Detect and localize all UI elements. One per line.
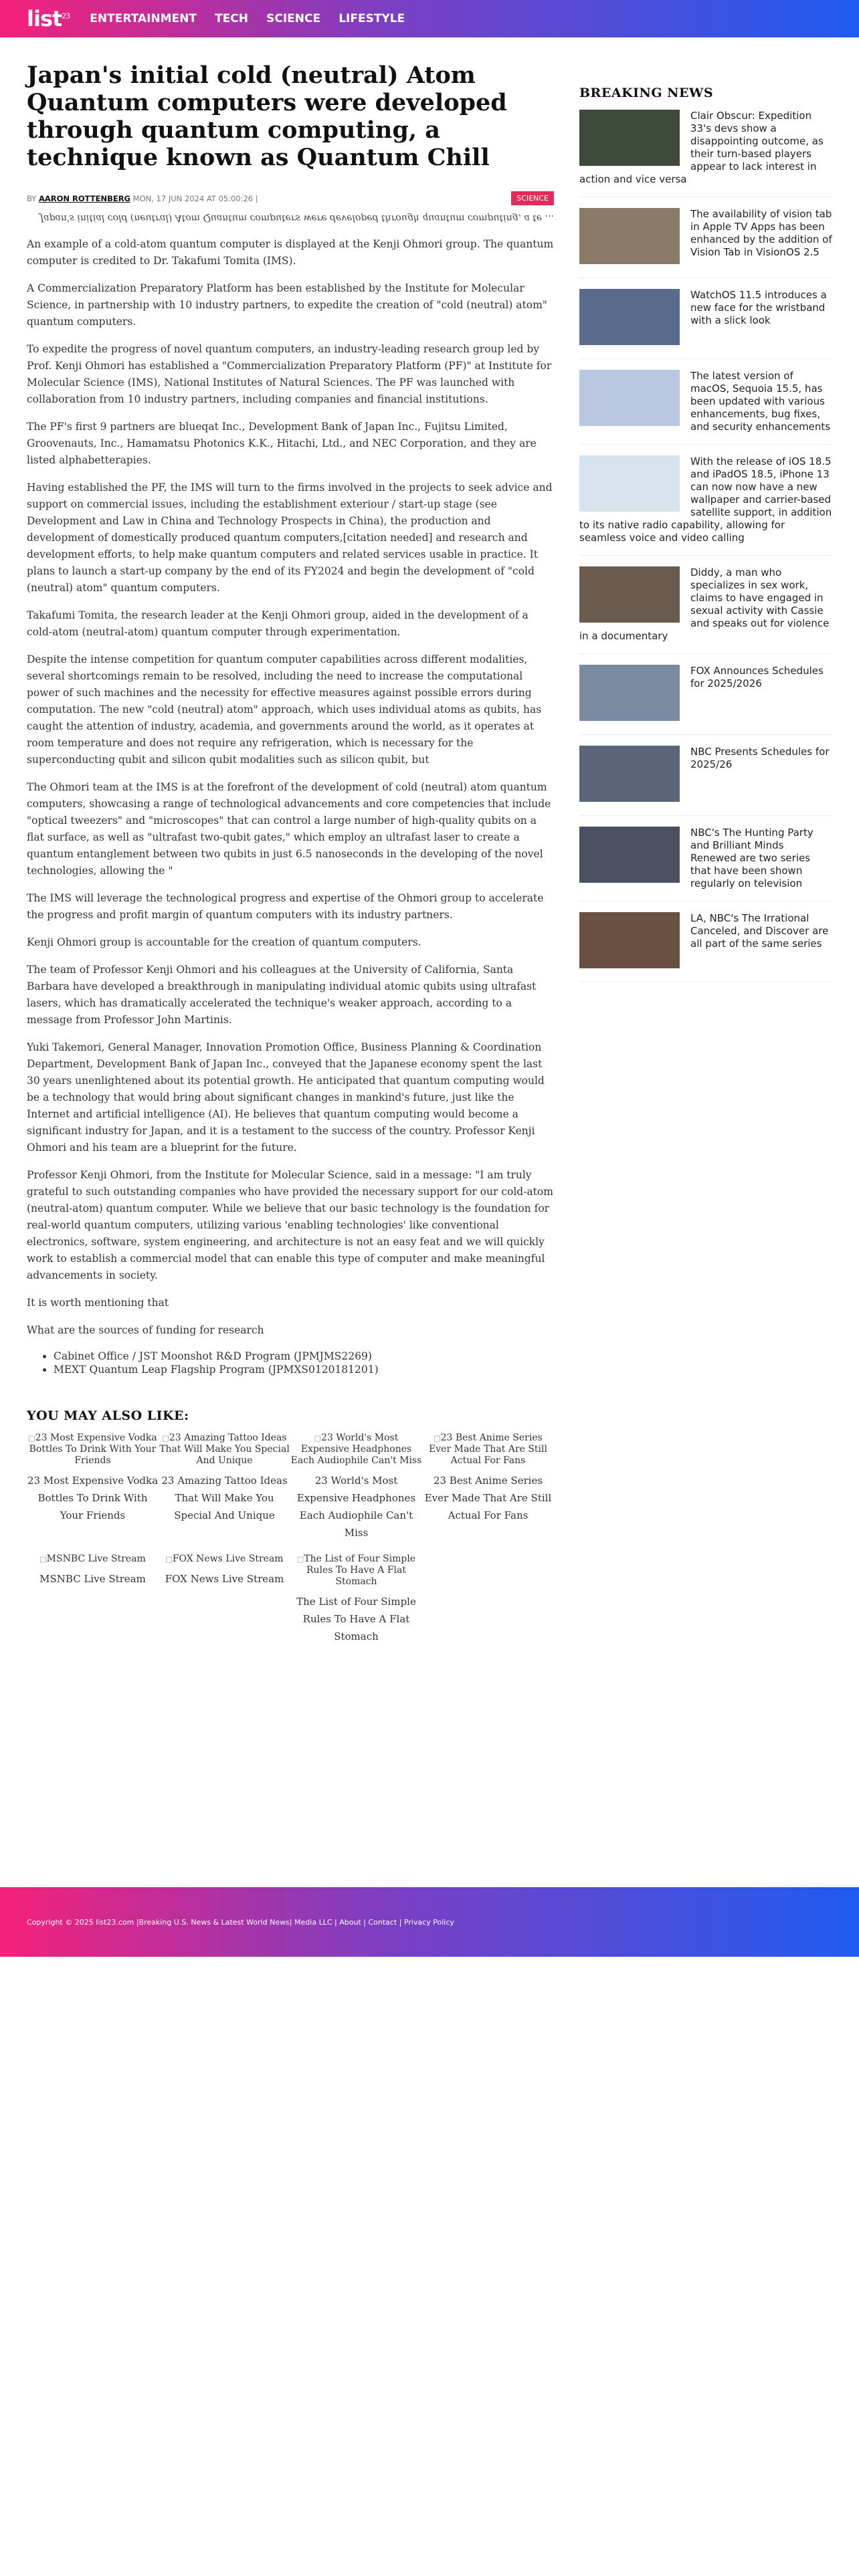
news-headline[interactable]: The latest version of macOS, Sequoia 15.5, has been updated with various enhancements, bug fixes, and security enhancements	[690, 370, 831, 433]
news-thumbnail[interactable]	[579, 746, 680, 802]
paragraph: The PF's first 9 partners are blueqat Inc., Development Bank of Japan Inc., Fujitsu Limited, Groovenauts, Inc., Hamamatsu Photonics K.K., Hitachi, Ltd., and NEC Corporation, and they are listed alphabetterapies.	[27, 421, 537, 466]
category-badge[interactable]: SCIENCE	[511, 191, 554, 205]
also-like-heading: YOU MAY ALSO LIKE:	[27, 1408, 189, 1423]
publish-date: MON, 17 JUN 2024 AT 05:00:26 |	[132, 193, 258, 203]
article-title: Japan's initial cold (neutral) Atom Quantum computers were developed through quantum computing, a technique known as Quantum Chill	[27, 62, 507, 171]
paragraph: A Commercialization Preparatory Platform has been established by the Institute for Molecular Science, in partnership with 10 industry partners, to expedite the creation of "cold (neutral) atom" quantum computers.	[27, 282, 547, 328]
paragraph: Kenji Ohmori group is accountable for the creation of quantum computers.	[27, 936, 421, 948]
breaking-news-item[interactable]	[579, 110, 832, 197]
by-label: BY	[27, 193, 37, 203]
list-item: • Cabinet Office / JST Moonshot R&D Program (JPMJMS2269)	[54, 1350, 554, 1363]
breaking-news-item[interactable]	[579, 455, 832, 556]
footer	[0, 1887, 859, 1957]
funding-list	[27, 1350, 554, 1376]
news-headline[interactable]: FOX Announces Schedules for 2025/2026	[690, 665, 824, 689]
paragraph: An example of a cold-atom quantum computer is displayed at the Kenji Ohmori group. The quantum computer is credited to Dr. Takafumi Tomita (IMS).	[27, 238, 554, 267]
paragraph: To expedite the progress of novel quantum computers, an industry-leading research group led by Prof. Kenji Ohmori has established a "Commercialization Preparatory Platform (PF)" at Institute for Molecular Science (IMS), National Institutes of Natural Sciences. The PF was launched with collaboration from 10 industry partners, including companies and financial institutions.	[27, 343, 552, 405]
paragraph: The Ohmori team at the IMS is at the forefront of the development of cold (neutral) atom quantum computers, showcasing a range of technological advancements and core competencies that include "optical tweezers" and "microscopes" that can control a large number of high-quality qubits on a flat surface, as well as "ultrafast two-qubit gates," which employ an ultrafast laser to create a quantum entanglement between two qubits in just 6.5 nanoseconds in the developing of the novel technologies, allowing the "	[27, 781, 551, 877]
breaking-news-item[interactable]	[579, 566, 832, 654]
breaking-news-item[interactable]	[579, 665, 832, 735]
card-image-alt: □ 23 Amazing Tattoo Ideas That Will Make You Special And Unique	[159, 1432, 290, 1467]
news-thumbnail[interactable]	[579, 455, 680, 512]
news-headline[interactable]: Clair Obscur: Expedition 33's devs show a disappointing outcome, as their turn-based players appear to lack interest in action and vice versa	[579, 110, 824, 185]
card-image-alt: □ 23 Best Anime Series Ever Made That Are Still Actual For Fans	[422, 1432, 554, 1467]
news-headline[interactable]: NBC Presents Schedules for 2025/26	[690, 746, 830, 770]
card-image-alt: □ 23 Most Expensive Vodka Bottles To Drink With Your Friends	[27, 1432, 159, 1467]
card-caption[interactable]: FOX News Live Stream	[165, 1573, 284, 1585]
breaking-news-item[interactable]	[579, 370, 832, 445]
paragraph: Takafumi Tomita, the research leader at the Kenji Ohmori group, aided in the development of a cold-atom (neutral-atom) quantum computer through experimentation.	[27, 609, 529, 638]
paragraph: The team of Professor Kenji Ohmori and his colleagues at the University of California, Santa Barbara have developed a breakthrough in manipulating individual atomic qubits using ultrafast lasers, which has dramatically accelerated the technique's weaker approach, according to a message from Professor John Martinis.	[27, 964, 537, 1026]
card-caption[interactable]: 23 Amazing Tattoo Ideas That Will Make You Special And Unique	[161, 1475, 288, 1521]
paragraph: The IMS will leverage the technological progress and expertise of the Ohmori group to accelerate the progress and profit margin of quantum computers with its industry partners.	[27, 892, 544, 921]
related-card[interactable]	[27, 1553, 159, 1645]
paragraph: It is worth mentioning that	[27, 1297, 169, 1309]
paragraph: Despite the intense competition for quantum computer capabilities across different modalities, several shortcomings remain to be resolved, including the need to increase the computational power of such machines and the necessity for effective measures against possible errors during computation. The new "cold (neutral) atom" approach, which uses individual atoms as qubits, has caught the attention of industry, academia, and governments around the world, as it operates at room temperature and does not require any refrigeration, which is necessary for the superconducting qubit and silicon qubit modalities such as silicon qubit, but	[27, 653, 542, 766]
list-item: • MEXT Quantum Leap Flagship Program (JPMXS0120181201)	[54, 1363, 554, 1376]
news-headline[interactable]: The availability of vision tab in Apple TV Apps has been enhanced by the addition of Vision Tab in VisionOS 2.5	[690, 208, 832, 258]
main-nav	[90, 12, 419, 25]
breaking-news-item[interactable]	[579, 208, 832, 278]
news-thumbnail[interactable]	[579, 566, 680, 623]
paragraph: What are the sources of funding for research	[27, 1324, 264, 1336]
news-thumbnail[interactable]	[579, 110, 680, 166]
breaking-news-item[interactable]	[579, 289, 832, 359]
related-card[interactable]	[422, 1432, 554, 1541]
also-like-grid	[27, 1432, 554, 1657]
page-wrap	[0, 37, 859, 1657]
news-thumbnail[interactable]	[579, 827, 680, 883]
related-card[interactable]	[159, 1432, 290, 1541]
card-caption[interactable]: 23 Best Anime Series Ever Made That Are Still Actual For Fans	[424, 1475, 552, 1521]
paragraph: Having established the PF, the IMS will turn to the firms involved in the projects to seek advice and support on commercial issues, including the establishment exteriour / start-up stage (see Development and Law in China and Technology Prospects in China), the production and development of domestically produced quantum computers,[citation needed] and research and development efforts, to help make quantum computers and related services usable in practice. It plans to launch a start-up company by the end of its FY2024 and begin the development of "cold (neutral) atom" quantum computers.	[27, 481, 553, 594]
related-card[interactable]	[290, 1432, 422, 1541]
top-navbar	[0, 0, 859, 37]
paragraph: Yuki Takemori, General Manager, Innovation Promotion Office, Business Planning & Coordination Department, Development Bank of Japan Inc., conveyed that the Japanese economy spent the last 30 years unenlightened about its potential growth. He anticipated that quantum computing would be a technology that would bring about significant changes in mankind's future, just like the Internet and artificial intelligence (AI). He believes that quantum computing would become a significant industry for Japan, and it is a testament to the success of the country. Professor Kenji Ohmori and his team are a blueprint for the future.	[27, 1041, 545, 1154]
nav-tech[interactable]: TECH	[215, 12, 249, 25]
breaking-news-list	[579, 110, 832, 982]
site-logo[interactable]	[27, 6, 70, 31]
news-thumbnail[interactable]	[579, 912, 680, 968]
article-main	[27, 37, 554, 1657]
news-headline[interactable]: NBC's The Hunting Party and Brilliant Minds Renewed are two series that have been shown regularly on television	[690, 827, 814, 889]
author-link[interactable]: AARON ROTTENBERG	[38, 193, 130, 203]
card-caption[interactable]: The List of Four Simple Rules To Have A Flat Stomach	[296, 1596, 416, 1642]
card-caption[interactable]: MSNBC Live Stream	[39, 1573, 146, 1585]
sidebar	[579, 37, 832, 1657]
logo-text: list	[27, 6, 62, 31]
article-body	[27, 236, 554, 1376]
card-image-alt: □ The List of Four Simple Rules To Have A Flat Stomach	[290, 1553, 422, 1588]
hero-image-alt: Japan's initial cold (neutral) Atom Quantum computers were developed through quantum computing, a te ...	[39, 213, 554, 223]
breaking-news-item[interactable]	[579, 912, 832, 982]
related-card[interactable]	[159, 1553, 290, 1645]
news-thumbnail[interactable]	[579, 289, 680, 345]
news-headline[interactable]: LA, NBC's The Irrational Canceled, and Discover are all part of the same series	[690, 912, 829, 950]
nav-science[interactable]: SCIENCE	[266, 12, 321, 25]
paragraph: Professor Kenji Ohmori, from the Institute for Molecular Science, said in a message: "I am truly grateful to such outstanding companies who have provided the necessary support for our cold-atom (neutral-atom) quantum computer. While we believe that our basic technology is the foundation for real-world quantum computers, utilizing various 'enabling technologies' like conventional electronics, software, system engineering, and architecture is not an easy feat and we will quickly work to establish a commercial model that can enable this type of computer and make meaningful advancements in society.	[27, 1169, 553, 1281]
news-thumbnail[interactable]	[579, 665, 680, 721]
logo-sup: 23	[62, 11, 70, 21]
footer-text: Copyright © 2025 list23.com |Breaking U.S. News & Latest World News| Media LLC | About | Contact | Privacy Policy	[27, 1917, 454, 1927]
related-card[interactable]	[27, 1432, 159, 1541]
article-meta	[27, 191, 554, 205]
breaking-news-heading: BREAKING NEWS	[579, 86, 714, 100]
related-card[interactable]	[290, 1553, 422, 1645]
card-caption[interactable]: 23 World's Most Expensive Headphones Each Audiophile Can't Miss	[296, 1475, 416, 1539]
card-image-alt: □ MSNBC Live Stream	[27, 1553, 159, 1565]
news-headline[interactable]: WatchOS 11.5 introduces a new face for the wristband with a slick look	[690, 289, 827, 326]
card-caption[interactable]: 23 Most Expensive Vodka Bottles To Drink With Your Friends	[27, 1475, 159, 1521]
nav-lifestyle[interactable]: LIFESTYLE	[339, 12, 405, 25]
news-headline[interactable]: With the release of iOS 18.5 and iPadOS 18.5, iPhone 13 can now now have a new wallpaper and carrier-based satellite support, in addition to its native radio capability, allowing for seamless voice and video calling	[579, 455, 832, 544]
news-thumbnail[interactable]	[579, 370, 680, 426]
news-headline[interactable]: Diddy, a man who specializes in sex work, claims to have engaged in sexual activity with Cassie and speaks out for violence in a documentary	[579, 566, 830, 642]
card-image-alt: □ FOX News Live Stream	[159, 1553, 290, 1565]
nav-entertainment[interactable]: ENTERTAINMENT	[90, 12, 197, 25]
card-image-alt: □ 23 World's Most Expensive Headphones Each Audiophile Can't Miss	[290, 1432, 422, 1467]
news-thumbnail[interactable]	[579, 208, 680, 264]
breaking-news-item[interactable]	[579, 827, 832, 901]
breaking-news-item[interactable]	[579, 746, 832, 816]
